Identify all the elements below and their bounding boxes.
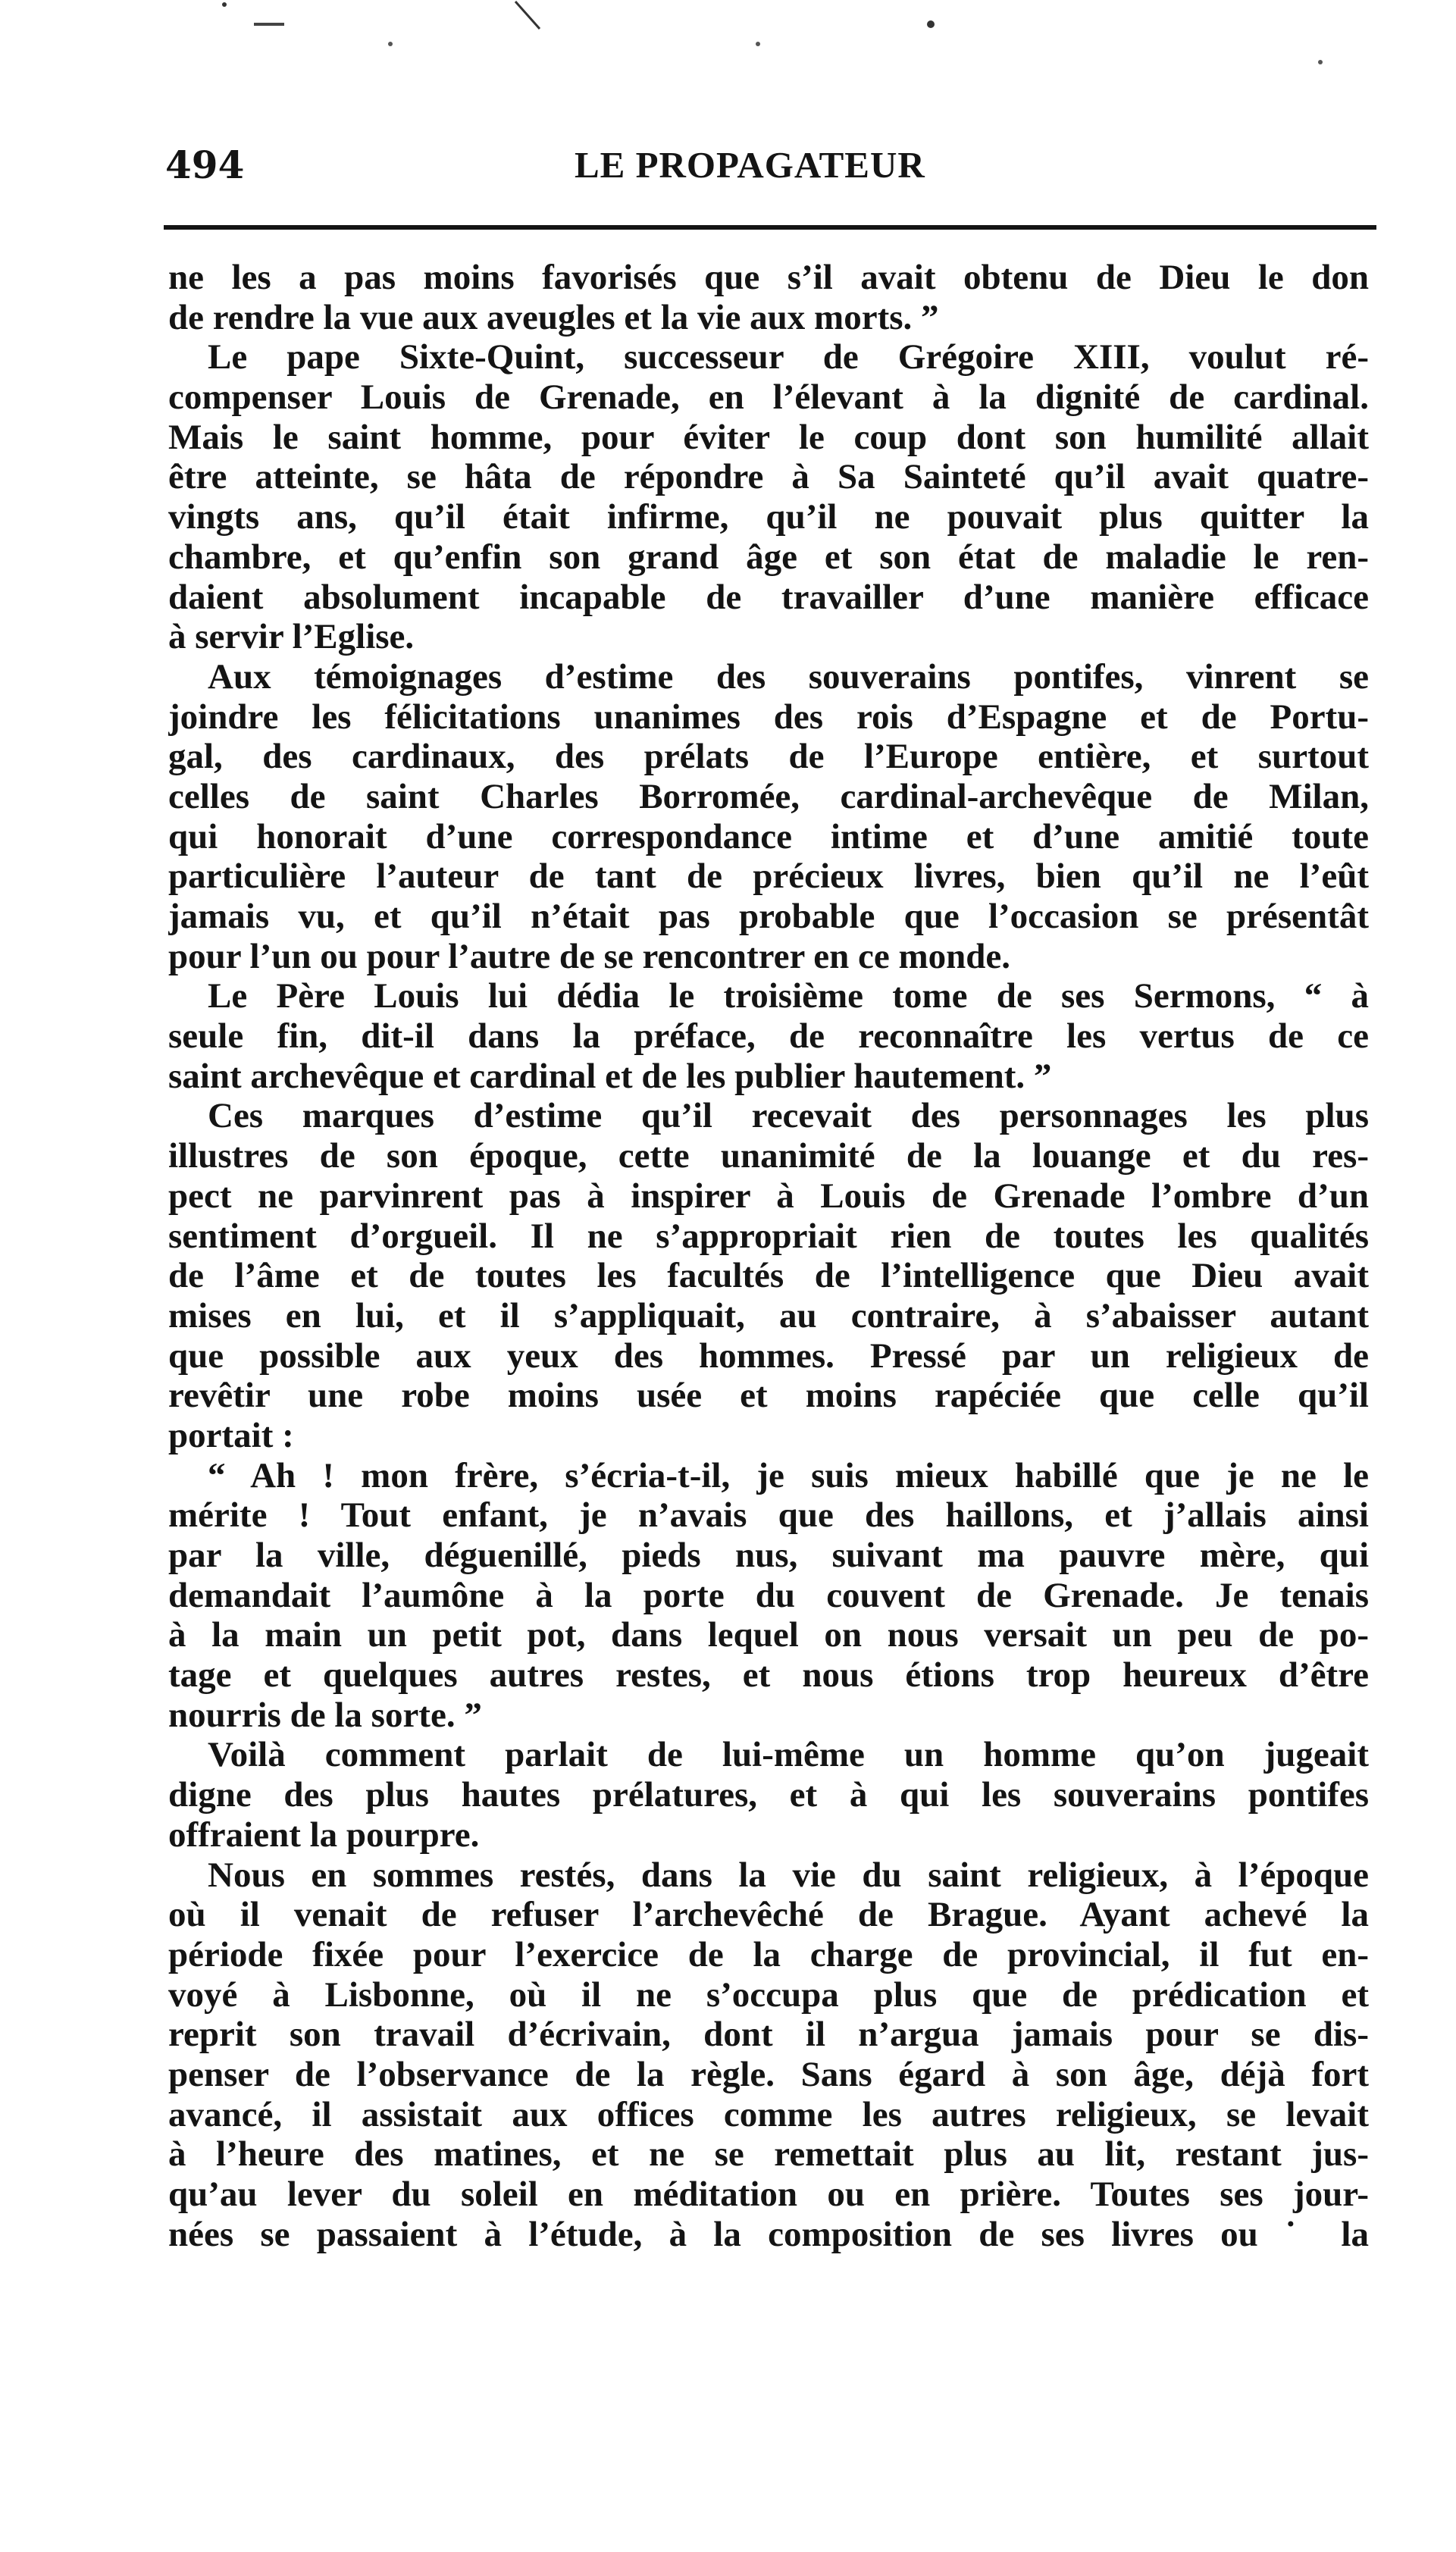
text-line: que possible aux yeux des hommes. Pressé par un religieux de	[168, 1335, 1369, 1376]
text-line: à l’heure des matines, et ne se remettait plus au lit, restant jus-	[168, 2134, 1369, 2175]
text-line: celles de saint Charles Borromée, cardinal-archevêque de Milan,	[168, 776, 1369, 816]
text-line: mises en lui, et il s’appliquait, au contraire, à s’abaisser autant	[168, 1295, 1369, 1335]
text-line: joindre les félicitations unanimes des rois d’Espagne et de Portu-	[168, 697, 1369, 737]
text-line: pour l’un ou pour l’autre de se rencontrer en ce monde.	[168, 936, 1011, 976]
text-line: de l’âme et de toutes les facultés de l’intelligence que Dieu avait	[168, 1256, 1369, 1296]
text-line: particulière l’auteur de tant de précieux livres, bien qu’il ne l’eût	[168, 856, 1369, 897]
text-line: Le Père Louis lui dédia le troisième tome de ses Sermons, “ à	[208, 976, 1369, 1016]
text-line: nées se passaient à l’étude, à la composition de ses livres ou ˙ la	[168, 2214, 1369, 2254]
text-line: demandait l’aumône à la porte du couvent de Grenade. Je tenais	[168, 1575, 1369, 1615]
running-header	[165, 142, 1378, 211]
text-line: de rendre la vue aux aveugles et la vie aux morts. ”	[168, 297, 939, 337]
text-line: chambre, et qu’enfin son grand âge et son état de maladie le ren-	[168, 537, 1369, 577]
page-number: 494	[165, 142, 245, 187]
text-line: nourris de la sorte. ”	[168, 1695, 482, 1735]
text-line: digne des plus hautes prélatures, et à qui les souverains pontifes	[168, 1775, 1369, 1815]
text-line: revêtir une robe moins usée et moins rapéciée que celle qu’il	[168, 1376, 1369, 1416]
text-line: Mais le saint homme, pour éviter le coup dont son humilité allait	[168, 417, 1369, 457]
text-line: Voilà comment parlait de lui-même un homme qu’on jugeait	[208, 1735, 1369, 1775]
text-line: reprit son travail d’écrivain, dont il n’argua jamais pour se dis-	[168, 2015, 1369, 2055]
text-line: compenser Louis de Grenade, en l’élevant à la dignité de cardinal.	[168, 377, 1369, 418]
text-line: par la ville, déguenillé, pieds nus, suivant ma pauvre mère, qui	[168, 1536, 1369, 1575]
header-rule	[164, 225, 1376, 230]
text-line: portait :	[168, 1415, 294, 1455]
text-line: saint archevêque et cardinal et de les publier hautement. ”	[168, 1056, 1052, 1096]
text-line: Le pape Sixte-Quint, successeur de Grégoire XIII, voulut ré-	[208, 337, 1369, 377]
text-line: pect ne parvinrent pas à inspirer à Louis de Grenade l’ombre d’un	[168, 1176, 1369, 1216]
text-line: jamais vu, et qu’il n’était pas probable que l’occasion se présentât	[168, 897, 1369, 936]
text-line: à servir l’Eglise.	[168, 617, 415, 657]
text-line: sentiment d’orgueil. Il ne s’appropriait rien de toutes les qualités	[168, 1216, 1369, 1256]
text-line: illustres de son époque, cette unanimité de la louange et du res-	[168, 1136, 1369, 1176]
text-line: vingts ans, qu’il était infirme, qu’il ne pouvait plus quitter la	[168, 497, 1369, 537]
text-line: qu’au lever du soleil en méditation ou en prière. Toutes ses jour-	[168, 2175, 1369, 2214]
text-line: qui honorait d’une correspondance intime et d’une amitié toute	[168, 816, 1369, 856]
running-head-title: LE PROPAGATEUR	[575, 144, 925, 186]
text-line: où il venait de refuser l’archevêché de Brague. Ayant achevé la	[168, 1895, 1369, 1935]
body-text	[168, 258, 1369, 2254]
text-line: gal, des cardinaux, des prélats de l’Europe entière, et surtout	[168, 737, 1369, 777]
text-line: période fixée pour l’exercice de la charge de provincial, il fut en-	[168, 1934, 1369, 1974]
text-line: offraient la pourpre.	[168, 1815, 480, 1855]
print-specks	[0, 0, 1456, 106]
text-line: ne les a pas moins favorisés que s’il avait obtenu de Dieu le don	[168, 258, 1369, 297]
text-line: “ Ah ! mon frère, s’écria-t-il, je suis mieux habillé que je ne le	[208, 1455, 1369, 1495]
text-line: penser de l’observance de la règle. Sans égard à son âge, déjà fort	[168, 2054, 1369, 2094]
text-line: voyé à Lisbonne, où il ne s’occupa plus que de prédication et	[168, 1974, 1369, 2015]
text-line: Aux témoignages d’estime des souverains pontifes, vinrent se	[208, 656, 1369, 697]
text-line: Nous en sommes restés, dans la vie du saint religieux, à l’époque	[208, 1855, 1369, 1895]
text-line: tage et quelques autres restes, et nous étions trop heureux d’être	[168, 1655, 1369, 1696]
text-line: seule fin, dit-il dans la préface, de reconnaître les vertus de ce	[168, 1016, 1369, 1057]
text-line: être atteinte, se hâta de répondre à Sa Sainteté qu’il avait quatre-	[168, 457, 1369, 497]
text-line: mérite ! Tout enfant, je n’avais que des haillons, et j’allais ainsi	[168, 1495, 1369, 1536]
text-line: avancé, il assistait aux offices comme les autres religieux, se levait	[168, 2094, 1369, 2134]
text-line: daient absolument incapable de travailler d’une manière efficace	[168, 577, 1369, 617]
text-line: Ces marques d’estime qu’il recevait des personnages les plus	[208, 1096, 1369, 1136]
text-line: à la main un petit pot, dans lequel on nous versait un peu de po-	[168, 1615, 1369, 1655]
